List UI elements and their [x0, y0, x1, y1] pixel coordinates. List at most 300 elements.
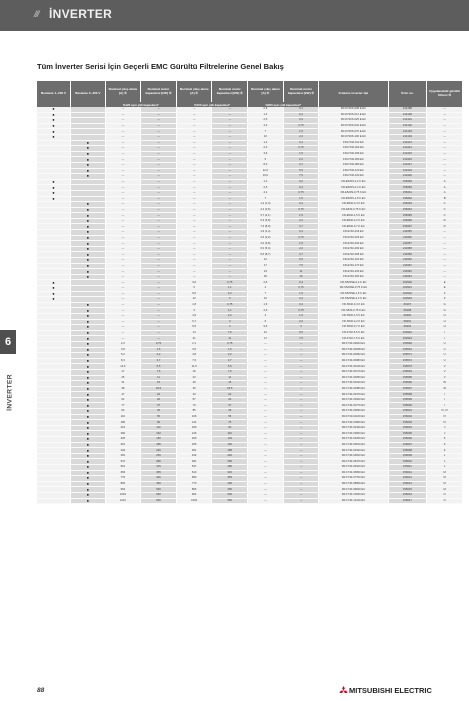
table-cell: —	[248, 492, 284, 498]
table-cell: 16	[176, 369, 212, 375]
table-cell: FR-S520SE-0,4 K EC	[319, 280, 388, 286]
table-cell: FR-D720S-014 E EC	[319, 112, 388, 118]
table-cell: 355	[141, 470, 177, 476]
table-cell: —	[283, 369, 319, 375]
table-cell: ●	[71, 476, 106, 482]
table-cell: 2,2	[248, 146, 284, 152]
table-cell: 18,5	[212, 386, 248, 392]
table-cell: —	[141, 179, 177, 185]
table-cell: 2,2	[212, 291, 248, 297]
table-cell: 214192	[388, 123, 427, 129]
table-cell: ●	[71, 218, 106, 224]
table-cell: ●	[71, 409, 106, 415]
table-cell: 69204	[388, 325, 427, 331]
table-cell: —	[427, 134, 463, 140]
table-cell: 3,7	[283, 252, 319, 258]
table-cell: 10	[248, 134, 284, 140]
table-cell: —	[141, 258, 177, 264]
table-cell: FR-E540-3,7 K EC	[319, 224, 388, 230]
table-cell: 156605	[388, 431, 427, 437]
table-cell: ●	[71, 414, 106, 420]
table-cell: ●	[71, 437, 106, 443]
table-cell: 156601	[388, 409, 427, 415]
table-cell: 17	[248, 336, 284, 342]
table-cell: ●	[71, 157, 106, 163]
table-cell: 4,8	[176, 353, 212, 359]
table-cell: 3,7	[212, 358, 248, 364]
table-cell: 2,2	[212, 313, 248, 319]
table-cell: V	[427, 369, 463, 375]
table-cell: 162930	[388, 280, 427, 286]
table-cell: 560	[141, 492, 177, 498]
table-cell: 0,4	[283, 302, 319, 308]
table-cell: ●	[37, 129, 71, 135]
table-cell: I	[427, 336, 463, 342]
table-cell: 5,2	[105, 353, 141, 359]
emc-filter-table	[37, 81, 463, 504]
table-cell: FR-F740-06830 EC	[319, 470, 388, 476]
table-cell: —	[105, 297, 141, 303]
section-banner	[0, 0, 469, 31]
table-cell: 7,5	[212, 330, 248, 336]
table-cell: 1,5	[283, 241, 319, 247]
table-cell: —	[105, 246, 141, 252]
table-cell: FR-F740-00310 EC	[319, 381, 388, 387]
table-cell: 156599	[388, 397, 427, 403]
table-cell: —	[141, 246, 177, 252]
table-cell: 5,5	[141, 364, 177, 370]
table-cell: —	[105, 213, 141, 219]
table-cell: 7,5	[283, 336, 319, 342]
table-cell: ●	[71, 453, 106, 459]
table-cell: 280	[141, 459, 177, 465]
table-cell: —	[176, 213, 212, 219]
table-cell: 1,2 (1,3)	[248, 202, 284, 208]
table-cell: 0,75	[283, 190, 319, 196]
table-cell: D	[427, 224, 463, 230]
brand-name: MITSUBISHI ELECTRIC	[349, 686, 432, 695]
table-cell: FR-E740-016 EC	[319, 230, 388, 236]
table-cell: 45	[212, 409, 248, 415]
table-cell: 1094	[105, 492, 141, 498]
table-cell: —	[427, 151, 463, 157]
table-cell: —	[212, 162, 248, 168]
table-cell: —	[105, 241, 141, 247]
table-cell: 0,75	[283, 146, 319, 152]
table-cell: 185	[141, 442, 177, 448]
table-cell: 0,75	[141, 341, 177, 347]
table-cell: —	[141, 325, 177, 331]
table-cell: —	[105, 313, 141, 319]
table-cell: 1,1	[212, 308, 248, 314]
table-cell: 211959	[388, 252, 427, 258]
table-cell: 156604	[388, 425, 427, 431]
table-cell: 962	[105, 487, 141, 493]
table-cell: —	[427, 241, 463, 247]
table-cell: 23	[248, 269, 284, 275]
table-cell: —	[212, 185, 248, 191]
table-cell: 361	[176, 448, 212, 454]
table-cell: 11	[141, 375, 177, 381]
table-cell: 156597	[388, 386, 427, 392]
table-cell: 216	[176, 431, 212, 437]
table-cell: 1,5	[212, 347, 248, 353]
table-cell: —	[427, 252, 463, 258]
table-cell: ●	[71, 381, 106, 387]
table-cell: —	[141, 313, 177, 319]
table-cell: 4,9	[176, 313, 212, 319]
table-cell: ●	[37, 297, 71, 303]
table-cell: 325	[105, 437, 141, 443]
table-cell: 214193	[388, 129, 427, 135]
table-cell: FR-D720S-042 E EC	[319, 123, 388, 129]
table-cell: —	[248, 381, 284, 387]
table-cell: FR-F740-06100 EC	[319, 465, 388, 471]
table-cell: —	[176, 224, 212, 230]
table-cell: —	[212, 241, 248, 247]
table-cell: 3,6	[176, 280, 212, 286]
table-cell: —	[141, 269, 177, 275]
table-cell: 1,5	[283, 291, 319, 297]
table-cell: FR-D740-160 EC	[319, 174, 388, 180]
table-cell	[37, 498, 71, 504]
table-cell: A	[427, 185, 463, 191]
table-cell: 500	[212, 492, 248, 498]
table-cell: FR-D740-080 EC	[319, 162, 388, 168]
table-cell: F	[427, 297, 463, 303]
table-cell: —	[283, 470, 319, 476]
table-cell: FR-F740-00770 EC	[319, 403, 388, 409]
table-cell: 90	[141, 420, 177, 426]
table-cell: —	[283, 397, 319, 403]
table-cell: FR-E740-040 EC	[319, 241, 388, 247]
table-cell: —	[176, 269, 212, 275]
table-cell: ●	[71, 465, 106, 471]
table-cell: FR-F740-04320 EC	[319, 448, 388, 454]
table-cell: 21	[176, 336, 212, 342]
table-cell: 432	[176, 453, 212, 459]
table-cell: —	[141, 107, 177, 112]
table-cell: FR-S540-2,2 K EC	[319, 319, 388, 325]
chapter-label-vertical	[3, 360, 15, 430]
table-cell: 5,5	[283, 258, 319, 264]
table-cell: —	[248, 453, 284, 459]
table-cell: ●	[37, 196, 71, 202]
table-cell: —	[141, 286, 177, 292]
table-cell: FR-E540-2,2 K EC	[319, 218, 388, 224]
table-cell: 212420	[388, 174, 427, 180]
table-cell: ●	[71, 459, 106, 465]
table-cell: ●	[71, 448, 106, 454]
table-cell: ●	[37, 179, 71, 185]
table-cell: 212413	[388, 140, 427, 146]
table-cell: FR-E740-060 EC	[319, 246, 388, 252]
table-cell: 69201	[388, 319, 427, 325]
table-cell: B	[427, 196, 463, 202]
table-cell: —	[141, 308, 177, 314]
table-cell: ●	[71, 213, 106, 219]
table-cell: V	[427, 375, 463, 381]
table-cell: N	[427, 492, 463, 498]
table-cell: ●	[71, 347, 106, 353]
table-cell: —	[141, 213, 177, 219]
table-cell: ●	[71, 431, 106, 437]
table-cell: ●	[71, 353, 106, 359]
table-cell: 106	[176, 414, 212, 420]
table-cell: L	[427, 459, 463, 465]
table-cell: 481	[176, 459, 212, 465]
table-cell: —	[248, 403, 284, 409]
table-cell: —	[283, 358, 319, 364]
table-cell: 6,0 (5,4)	[248, 246, 284, 252]
mitsubishi-logo-icon	[339, 686, 348, 695]
table-cell: 156607	[388, 442, 427, 448]
table-cell: U	[427, 353, 463, 359]
table-cell: 3,7	[283, 224, 319, 230]
table-cell: 185	[212, 448, 248, 454]
table-cell: FR-F740-02160 EC	[319, 425, 388, 431]
table-cell: 2,2	[283, 157, 319, 163]
table-cell: ●	[37, 112, 71, 118]
table-cell: D	[427, 218, 463, 224]
table-cell: —	[283, 487, 319, 493]
table-cell: 17	[105, 369, 141, 375]
table-cell: 156613	[388, 476, 427, 482]
table-cell: —	[427, 246, 463, 252]
table-cell: —	[427, 107, 463, 112]
table-cell: FR-F740-00052 EC	[319, 353, 388, 359]
table-cell: 2,1	[176, 341, 212, 347]
table-cell: 15	[141, 381, 177, 387]
table-cell: C	[427, 207, 463, 213]
table-cell: 2,6 (2,2)	[248, 235, 284, 241]
table-cell: N	[427, 498, 463, 504]
table-cell: 5	[248, 157, 284, 163]
table-cell: W	[427, 381, 463, 387]
table-cell: 156616	[388, 492, 427, 498]
table-cell: —	[283, 375, 319, 381]
table-cell: —	[141, 118, 177, 124]
table-cell: ●	[71, 235, 106, 241]
table-cell: —	[176, 274, 212, 280]
table-cell: 260	[176, 437, 212, 443]
table-cell: M	[427, 487, 463, 493]
table-cell: 156590	[388, 341, 427, 347]
table-cell: ●	[71, 386, 106, 392]
table-cell: —	[176, 107, 212, 112]
table-cell: 4	[212, 325, 248, 331]
overload-note: %200 aşırı yük kapasitesi*	[248, 102, 319, 107]
table-cell: F	[427, 291, 463, 297]
table-cell: 2,2	[283, 246, 319, 252]
table-cell: ●	[71, 319, 106, 325]
table-cell: —	[141, 291, 177, 297]
table-cell: H	[427, 325, 463, 331]
table-cell: —	[105, 179, 141, 185]
table-cell: 158461	[388, 190, 427, 196]
table-cell: 37	[212, 403, 248, 409]
table-cell: 9,5	[248, 325, 284, 331]
table-cell: E	[427, 280, 463, 286]
table-cell: FR-S520SE-0,75 K EC	[319, 286, 388, 292]
table-cell: —	[141, 235, 177, 241]
table-cell: 0,75	[283, 286, 319, 292]
table-cell: 547	[105, 459, 141, 465]
table-row	[37, 498, 463, 504]
table-cell: —	[212, 202, 248, 208]
table-cell: 12,0	[248, 168, 284, 174]
table-cell: 156602	[388, 414, 427, 420]
table-cell: —	[105, 274, 141, 280]
table-cell: —	[141, 207, 177, 213]
table-cell: —	[212, 118, 248, 124]
table-cell: —	[176, 241, 212, 247]
table-cell: —	[248, 425, 284, 431]
table-cell: 116	[105, 414, 141, 420]
table-cell: —	[248, 386, 284, 392]
table-cell: ●	[71, 481, 106, 487]
table-cell: —	[283, 459, 319, 465]
table-cell: 866	[105, 481, 141, 487]
table-cell: ●	[71, 230, 106, 236]
table-cell: —	[176, 157, 212, 163]
table-cell: —	[105, 269, 141, 275]
table-cell: —	[248, 476, 284, 482]
table-cell: —	[427, 274, 463, 280]
table-cell: —	[105, 258, 141, 264]
table-cell: —	[105, 185, 141, 191]
table-cell: —	[427, 146, 463, 152]
table-cell: 866	[176, 487, 212, 493]
table-cell: 47	[105, 392, 141, 398]
table-cell: —	[248, 470, 284, 476]
table-cell: —	[141, 162, 177, 168]
table-cell: 85	[176, 409, 212, 415]
table-cell: FR-E740-170 EC	[319, 263, 388, 269]
table-cell: —	[427, 174, 463, 180]
table-cell: —	[212, 190, 248, 196]
table-cell: 8,0	[248, 162, 284, 168]
table-cell: 156610	[388, 459, 427, 465]
table-cell: 3,8	[105, 347, 141, 353]
table-cell: —	[105, 168, 141, 174]
table-cell: 2,2	[212, 353, 248, 359]
table-cell: —	[105, 218, 141, 224]
table-cell: ●	[71, 302, 106, 308]
table-cell: FR-F740-07700 EC	[319, 476, 388, 482]
table-cell: 432	[105, 448, 141, 454]
table-cell: —	[212, 107, 248, 112]
table-cell: ●	[37, 134, 71, 140]
table-cell: ●	[37, 123, 71, 129]
table-cell: V	[427, 364, 463, 370]
table-cell: ●	[71, 336, 106, 342]
table-cell: 0,75	[212, 302, 248, 308]
table-cell: 355	[212, 476, 248, 482]
table-cell: IV	[427, 420, 463, 426]
chapter-number-tab: 6	[0, 330, 16, 354]
table-cell: FR-F740-03250 EC	[319, 437, 388, 443]
table-cell: —	[283, 403, 319, 409]
table-cell: —	[283, 381, 319, 387]
table-cell: —	[105, 146, 141, 152]
table-cell: —	[141, 123, 177, 129]
table-cell: —	[105, 286, 141, 292]
table-cell: —	[212, 218, 248, 224]
table-cell: FR-F740-00170 EC	[319, 369, 388, 375]
table-cell: —	[176, 230, 212, 236]
table-cell: 3,7 (4,1)	[248, 213, 284, 219]
table-cell: FR-F740-00250 EC	[319, 375, 388, 381]
table-cell: —	[427, 162, 463, 168]
table-cell: —	[283, 364, 319, 370]
table-cell: C	[427, 202, 463, 208]
table-cell: —	[427, 263, 463, 269]
table-cell: FR-S540-3,7 K EC	[319, 325, 388, 331]
table-cell: —	[212, 112, 248, 118]
table-cell: —	[283, 425, 319, 431]
table-cell: —	[212, 224, 248, 230]
table-cell: U	[427, 358, 463, 364]
table-cell: ●	[71, 146, 106, 152]
table-cell: ●	[37, 185, 71, 191]
table-cell: FR-F740-12120 EC	[319, 498, 388, 504]
table-cell: 158463	[388, 202, 427, 208]
table-cell: 11	[283, 269, 319, 275]
table-cell: FR-F740-03610 EC	[319, 442, 388, 448]
table-cell: 0,4	[283, 140, 319, 146]
table-cell: ●	[71, 168, 106, 174]
table-cell: 0,75	[212, 341, 248, 347]
table-cell: 6,7	[176, 319, 212, 325]
table-cell: —	[141, 185, 177, 191]
table-cell: 180	[176, 425, 212, 431]
table-cell: FR-F740-01160 EC	[319, 414, 388, 420]
table-cell: —	[212, 140, 248, 146]
table-cell: 560	[212, 498, 248, 504]
table-cell: —	[141, 157, 177, 163]
table-cell: —	[105, 134, 141, 140]
table-cell: —	[105, 235, 141, 241]
table-cell: 25	[105, 375, 141, 381]
table-cell: 43	[176, 392, 212, 398]
table-cell: —	[105, 140, 141, 146]
table-cell: —	[212, 263, 248, 269]
table-cell: 211956	[388, 235, 427, 241]
table-cell: —	[141, 336, 177, 342]
table-cell: 158465	[388, 213, 427, 219]
table-cell: K	[427, 437, 463, 443]
table-cell: 0,75	[212, 280, 248, 286]
table-cell: 3	[212, 297, 248, 303]
table-cell: 158460	[388, 185, 427, 191]
table-cell: I	[427, 397, 463, 403]
table-cell: —	[283, 353, 319, 359]
table-cell: —	[248, 448, 284, 454]
table-cell: 5,5	[212, 364, 248, 370]
table-cell: 1,4	[248, 179, 284, 185]
table-cell: 156596	[388, 381, 427, 387]
table-cell: 1094	[176, 498, 212, 504]
table-body	[37, 107, 463, 504]
table-cell: 5,5	[283, 330, 319, 336]
table-cell: 400	[141, 476, 177, 482]
table-cell: —	[212, 207, 248, 213]
table-cell: 180	[105, 420, 141, 426]
table-cell: ●	[71, 375, 106, 381]
table-cell: —	[212, 129, 248, 135]
table-cell: —	[212, 179, 248, 185]
